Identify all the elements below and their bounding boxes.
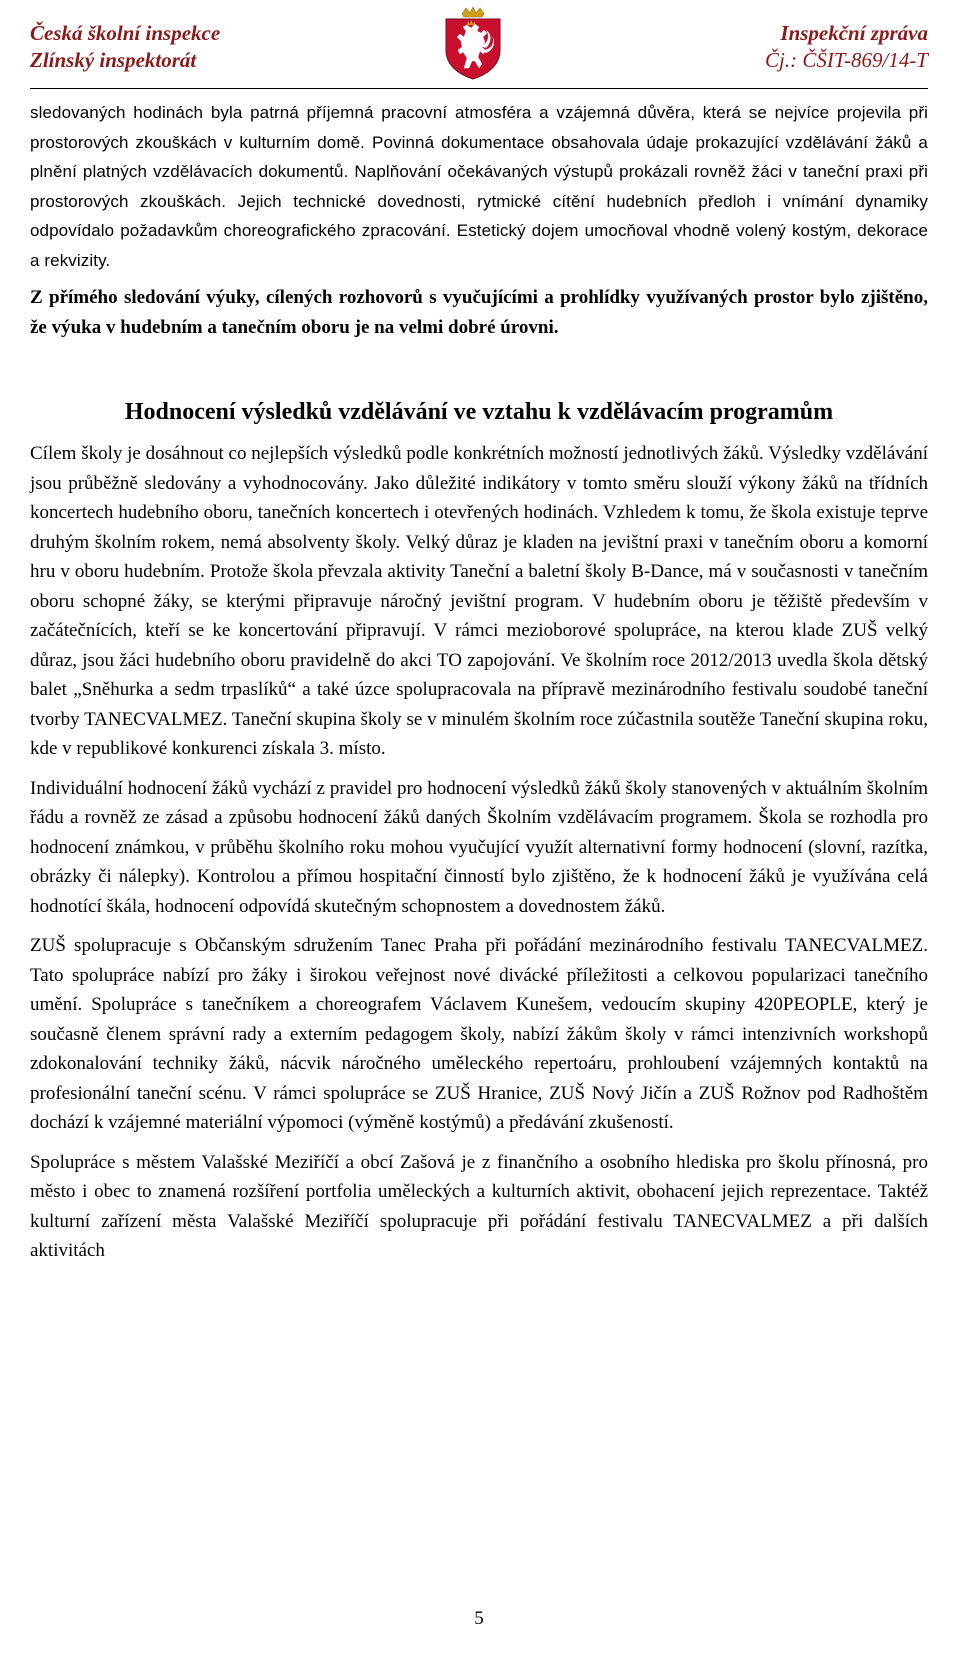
paragraph-individual-assessment: Individuální hodnocení žáků vychází z pravidel pro hodnocení výsledků žáků školy stanovených v aktuálním školním řádu a rovněž ze zásad a způsobu hodnocení žáků daných Školním vzdělávacím programem. Škola se rozhodla pro hodnocení známkou, v průběhu školního roku mohou vyučující využít alternativní formy hodnocení (slovní, razítka, obrázky či nálepky). Kontrolou a přímou hospitační činností bylo zjištěno, že k hodnocení žáků je využívána celá hodnotící škála, hodnocení odpovídá skutečným schopnostem a dovednostem žáků.	[30, 777, 928, 917]
header-institution: Česká školní inspekce	[30, 21, 221, 45]
page-content	[30, 98, 928, 1266]
header-right	[765, 20, 928, 74]
header-left	[30, 20, 220, 74]
paragraph-conclusion: Z přímého sledování výuky, cílených rozhovorů s vyučujícími a prohlídky využívaných prostor bylo zjištěno, že výuka v hudebním a tanečním oboru je na velmi dobré úrovni.	[30, 287, 928, 338]
paragraph-cooperation-tanec-praha: ZUŠ spolupracuje s Občanským sdružením Tanec Praha při pořádání mezinárodního festivalu TANECVALMEZ. Tato spolupráce nabízí pro žáky i širokou veřejnost nové divácké příležitosti a celkovou popularizaci tanečního umění. Spolupráce s tanečníkem a choreografem Václavem Kunešem, vedoucím skupiny 420PEOPLE, který je současně členem správní rady a externím pedagogem školy, nabízí žákům školy v rámci intenzivních workshopů zdokonalování techniky žáků, nácvik náročného uměleckého repertoáru, prohloubení vzájemných kontaktů na profesionální taneční scénu. V rámci spolupráce se ZUŠ Hranice, ZUŠ Nový Jičín a ZUŠ Rožnov pod Radhoštěm dochází k vzájemné materiální výpomoci (výměně kostýmů) a předávání zkušeností.	[30, 935, 928, 1133]
page-header	[30, 0, 928, 89]
paragraph-observation: sledovaných hodinách byla patrná příjemná pracovní atmosféra a vzájemná důvěra, která se nejvíce projevila při prostorových zkouškách v kulturním domě. Povinná dokumentace obsahovala údaje prokazující vzdělávání žáků a plnění platných vzdělávacích dokumentů. Naplňování očekávaných výstupů prokázali rovněž žáci v taneční praxi při prostorových zkouškách. Jejich technické dovednosti, rytmické cítění hudebních předloh i vnímání dynamiky odpovídalo požadavkům choreografického zpracování. Estetický dojem umocňoval vhodně volený kostým, dekorace a rekvizity.	[30, 103, 928, 270]
header-report-title: Inspekční zpráva	[780, 21, 928, 45]
paragraph-results: Cílem školy je dosáhnout co nejlepších výsledků podle konkrétních možností jednotlivých žáků. Výsledky vzdělávání jsou průběžně sledovány a vyhodnocovány. Jako důležité indikátory v tomto směru slouží výkony žáků na třídních koncertech hudebního oboru, tanečních koncertech i otevřených hodinách. Vzhledem k tomu, že škola existuje teprve druhým školním rokem, nemá absolventy školy. Velký důraz je kladen na jevištní praxi v tanečním oboru a komorní hru v oboru hudebním. Protože škola převzala aktivity Taneční a baletní školy B-Dance, má v současnosti v tanečním oboru schopné žáky, se kterými připravuje náročný jevištní program. V hudebním oboru je těžiště především v začátečnících, kteří se ke koncertování připravují. V rámci mezioborové spolupráce, na kterou klade ZUŠ velký důraz, jsou žáci hudebního oboru pravidelně do akci TO zapojování. Ve školním roce 2012/2013 uvedla škola dětský balet „Sněhurka a sedm trpaslíků“ a také úzce spolupracovala na přípravě mezinárodního festivalu soudobé taneční tvorby TANECVALMEZ. Taneční skupina školy se v minulém školním roce zúčastnila soutěže Taneční skupina roku, kde v republikové konkurenci získala 3. místo.	[30, 443, 928, 759]
header-reference-number: Čj.: ČŠIT-869/14-T	[765, 48, 928, 72]
section-heading: Hodnocení výsledků vzdělávání ve vztahu k vzdělávacím programům	[124, 399, 834, 425]
document-page	[30, 0, 928, 1655]
page-number: 5	[474, 1608, 484, 1629]
header-inspectorate: Zlínský inspektorát	[30, 48, 197, 72]
czech-lion-coat-of-arms-icon	[442, 6, 504, 80]
paragraph-cooperation-city: Spolupráce s městem Valašské Meziříčí a obcí Zašová je z finančního a osobního hlediska pro školu přínosná, pro město i obec to znamená rozšíření portfolia uměleckých a kulturních aktivit, obohacení jejich reprezentace. Taktéž kulturní zařízení města Valašské Meziříčí spolupracuje při pořádání festivalu TANECVALMEZ a při dalších aktivitách	[30, 1151, 928, 1261]
